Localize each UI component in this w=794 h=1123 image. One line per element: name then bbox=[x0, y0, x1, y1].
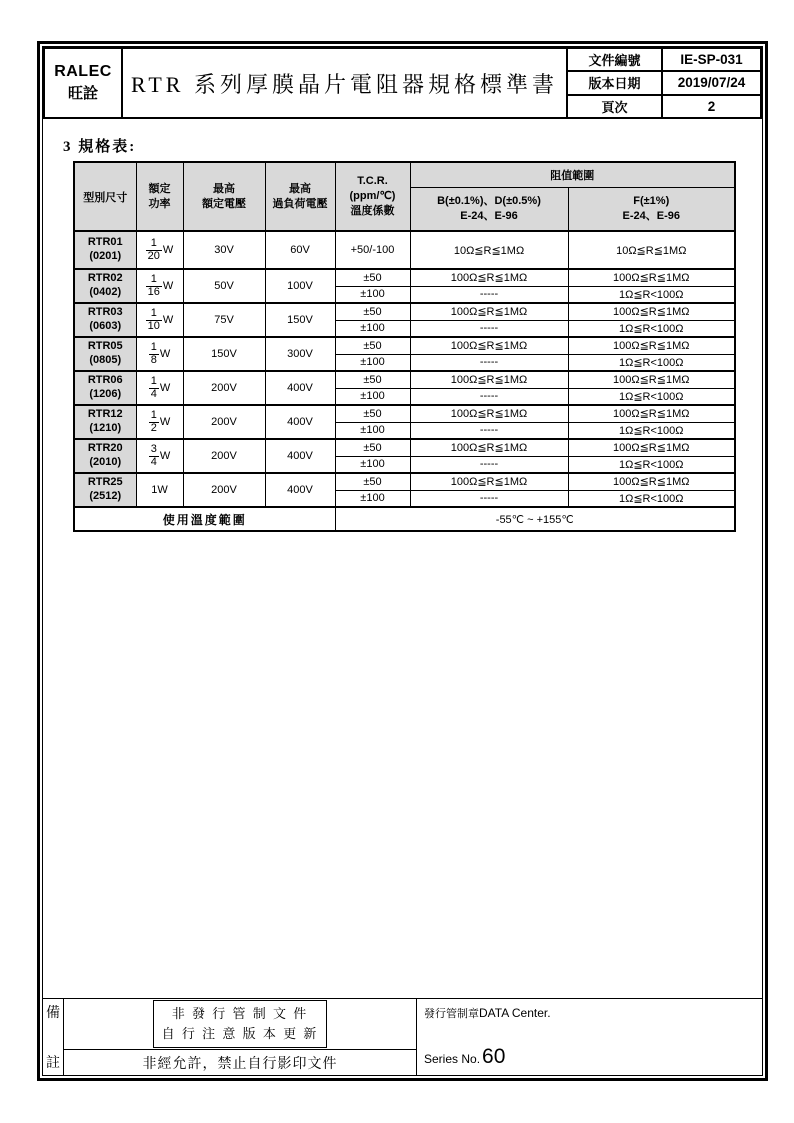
power-unit: W bbox=[159, 416, 171, 428]
model-cell bbox=[74, 269, 136, 303]
col-header-tcr-line3: 溫度係數 bbox=[350, 204, 395, 217]
col-header-range-bd-line1: B(±0.1%)、D(±0.5%) bbox=[437, 194, 541, 207]
rated-voltage-cell: 75V bbox=[183, 303, 265, 337]
power-cell bbox=[136, 303, 183, 337]
range-bd-cell: ----- bbox=[410, 422, 568, 439]
power-fraction bbox=[149, 376, 159, 400]
power-fraction bbox=[149, 410, 159, 434]
power-unit: W bbox=[159, 348, 171, 360]
power-numerator: 1 bbox=[146, 274, 162, 287]
tcr-cell: ±100 bbox=[335, 388, 410, 405]
power-cell bbox=[136, 439, 183, 473]
tcr-cell: ±50 bbox=[335, 371, 410, 388]
table-row-rtr05 bbox=[74, 337, 735, 354]
model-cell bbox=[74, 439, 136, 473]
doc-title: RTR 系列厚膜晶片電阻器規格標準書 bbox=[122, 48, 567, 118]
tcr-cell: ±50 bbox=[335, 269, 410, 286]
model-name: RTR02 bbox=[87, 272, 123, 285]
power-fraction bbox=[146, 274, 162, 298]
power-fraction bbox=[146, 238, 162, 262]
power-cell bbox=[136, 405, 183, 439]
range-bd-cell: 10Ω≦R≦1MΩ bbox=[410, 231, 568, 269]
power-denominator: 20 bbox=[147, 249, 160, 262]
tcr-cell: ±100 bbox=[335, 286, 410, 303]
series-number bbox=[424, 1045, 505, 1069]
tcr-cell: ±50 bbox=[335, 303, 410, 320]
table-row-rtr12 bbox=[74, 405, 735, 422]
company-name-cn: 旺詮 bbox=[67, 86, 98, 102]
model-size: (2512) bbox=[89, 490, 122, 502]
rated-voltage-cell: 150V bbox=[183, 337, 265, 371]
table-row-rtr25 bbox=[74, 473, 735, 490]
table-row-rtr01 bbox=[74, 231, 735, 269]
page-number-label: 頁次 bbox=[567, 95, 662, 118]
range-f-cell: 1Ω≦R<100Ω bbox=[568, 422, 735, 439]
tcr-cell: ±50 bbox=[335, 337, 410, 354]
rated-voltage-cell: 200V bbox=[183, 405, 265, 439]
notice-line1: 非 發 行 管 制 文 件 bbox=[171, 1005, 309, 1021]
model-cell bbox=[74, 303, 136, 337]
range-f-cell: 1Ω≦R<100Ω bbox=[568, 490, 735, 507]
col-header-rated-voltage-line1: 最高 bbox=[213, 182, 235, 195]
overload-voltage-cell: 150V bbox=[265, 303, 335, 337]
tcr-cell: ±50 bbox=[335, 473, 410, 490]
col-header-overload-voltage-line1: 最高 bbox=[289, 182, 311, 195]
power-fraction bbox=[149, 342, 159, 366]
col-header-range-f-line2: E-24、E-96 bbox=[622, 209, 680, 222]
rated-voltage-cell: 200V bbox=[183, 439, 265, 473]
range-bd-cell: 100Ω≦R≦1MΩ bbox=[410, 371, 568, 388]
range-bd-cell: ----- bbox=[410, 320, 568, 337]
model-size: (0805) bbox=[89, 354, 122, 366]
overload-voltage-cell: 100V bbox=[265, 269, 335, 303]
model-size: (1206) bbox=[89, 388, 122, 400]
range-f-cell: 100Ω≦R≦1MΩ bbox=[568, 439, 735, 456]
model-name: RTR12 bbox=[87, 408, 123, 421]
model-cell bbox=[74, 405, 136, 439]
power-unit: W bbox=[162, 280, 174, 292]
model-cell bbox=[74, 337, 136, 371]
power-numerator: 1 bbox=[146, 238, 162, 251]
power-unit: W bbox=[159, 450, 171, 462]
tcr-cell: ±100 bbox=[335, 422, 410, 439]
remarks-side-column bbox=[43, 999, 64, 1075]
power-unit: W bbox=[162, 314, 174, 326]
model-size: (2010) bbox=[89, 456, 122, 468]
power-unit: W bbox=[159, 382, 171, 394]
power-fraction bbox=[149, 444, 159, 468]
col-header-power-line2: 功率 bbox=[148, 197, 171, 210]
overload-voltage-cell: 400V bbox=[265, 473, 335, 507]
tcr-cell: ±50 bbox=[335, 439, 410, 456]
range-bd-cell: ----- bbox=[410, 490, 568, 507]
page-inner-frame bbox=[42, 46, 763, 1076]
power-cell bbox=[136, 473, 183, 507]
range-f-cell: 100Ω≦R≦1MΩ bbox=[568, 405, 735, 422]
power-fraction bbox=[146, 308, 162, 332]
temperature-range-value: -55℃ ~ +155℃ bbox=[335, 507, 735, 531]
copy-prohibition-notice: 非經允許，禁止自行影印文件 bbox=[64, 1049, 416, 1075]
remarks-label-bottom: 註 bbox=[46, 1056, 60, 1071]
range-bd-cell: 100Ω≦R≦1MΩ bbox=[410, 473, 568, 490]
range-f-cell: 1Ω≦R<100Ω bbox=[568, 456, 735, 473]
tcr-cell: ±100 bbox=[335, 320, 410, 337]
model-name: RTR03 bbox=[87, 306, 123, 319]
col-header-resistance-range: 阻值範圍 bbox=[410, 162, 735, 187]
power-denominator: 10 bbox=[147, 319, 160, 332]
range-bd-cell: 100Ω≦R≦1MΩ bbox=[410, 439, 568, 456]
col-header-power-line1: 額定 bbox=[148, 182, 171, 195]
rated-voltage-cell: 200V bbox=[183, 371, 265, 405]
range-f-cell: 1Ω≦R<100Ω bbox=[568, 320, 735, 337]
col-header-tcr-line2: (ppm/℃) bbox=[349, 190, 396, 203]
power-cell bbox=[136, 337, 183, 371]
power-numerator: 3 bbox=[150, 442, 157, 455]
power-numerator: 1 bbox=[150, 408, 157, 421]
series-number-value: 60 bbox=[482, 1045, 506, 1068]
power-cell bbox=[136, 371, 183, 405]
range-f-cell: 1Ω≦R<100Ω bbox=[568, 354, 735, 371]
model-name: RTR25 bbox=[87, 476, 123, 489]
temperature-row bbox=[74, 507, 735, 531]
section-title: 3 規格表: bbox=[63, 139, 137, 155]
overload-voltage-cell: 60V bbox=[265, 231, 335, 269]
stamp-label: 發行管制章 bbox=[424, 1008, 479, 1020]
power-value: 1W bbox=[151, 484, 168, 496]
uncontrolled-copy-notice-box bbox=[153, 1000, 328, 1048]
range-bd-cell: 100Ω≦R≦1MΩ bbox=[410, 303, 568, 320]
remarks-label-top: 備 bbox=[46, 1006, 60, 1021]
model-cell bbox=[74, 371, 136, 405]
power-numerator: 1 bbox=[150, 340, 157, 353]
table-row-rtr06 bbox=[74, 371, 735, 388]
power-denominator: 8 bbox=[150, 353, 157, 366]
col-header-rated-voltage bbox=[183, 162, 265, 231]
range-bd-cell: ----- bbox=[410, 456, 568, 473]
model-name: RTR20 bbox=[87, 442, 123, 455]
range-f-cell: 1Ω≦R<100Ω bbox=[568, 286, 735, 303]
power-numerator: 1 bbox=[146, 308, 162, 321]
power-cell bbox=[136, 269, 183, 303]
page-number-value: 2 bbox=[662, 95, 761, 118]
version-date-value: 2019/07/24 bbox=[662, 71, 761, 94]
model-cell bbox=[74, 473, 136, 507]
doc-number-label: 文件編號 bbox=[567, 48, 662, 71]
model-name: RTR01 bbox=[87, 236, 123, 249]
notice-row bbox=[64, 999, 416, 1049]
col-header-overload-voltage-line2: 過負荷電壓 bbox=[272, 197, 328, 210]
rated-voltage-cell: 200V bbox=[183, 473, 265, 507]
range-bd-cell: 100Ω≦R≦1MΩ bbox=[410, 405, 568, 422]
col-header-tcr-line1: T.C.R. bbox=[357, 175, 388, 188]
model-size: (0603) bbox=[89, 320, 122, 332]
power-denominator: 4 bbox=[150, 455, 157, 468]
table-row-rtr02 bbox=[74, 269, 735, 286]
tcr-cell: +50/-100 bbox=[335, 231, 410, 269]
doc-number-value: IE-SP-031 bbox=[662, 48, 761, 71]
overload-voltage-cell: 400V bbox=[265, 371, 335, 405]
power-denominator: 16 bbox=[147, 285, 160, 298]
table-row-rtr03 bbox=[74, 303, 735, 320]
range-f-cell: 10Ω≦R≦1MΩ bbox=[568, 231, 735, 269]
model-size: (0402) bbox=[89, 286, 122, 298]
range-bd-cell: ----- bbox=[410, 388, 568, 405]
range-bd-cell: ----- bbox=[410, 286, 568, 303]
power-unit: W bbox=[162, 244, 174, 256]
col-header-rated-voltage-line2: 額定電壓 bbox=[202, 197, 246, 210]
doc-header bbox=[43, 47, 762, 119]
model-name: RTR06 bbox=[87, 374, 123, 387]
spec-table bbox=[73, 161, 736, 532]
model-name: RTR05 bbox=[87, 340, 123, 353]
col-header-range-bd-line2: E-24、E-96 bbox=[460, 209, 518, 222]
range-bd-cell: ----- bbox=[410, 354, 568, 371]
page-frame bbox=[37, 41, 768, 1081]
footer-remarks bbox=[43, 998, 762, 1075]
remarks-main-column bbox=[64, 999, 416, 1075]
notice-line2: 自 行 注 意 版 本 更 新 bbox=[161, 1026, 319, 1041]
col-header-overload-voltage bbox=[265, 162, 335, 231]
temperature-range-label: 使用溫度範圍 bbox=[74, 507, 335, 531]
tcr-cell: ±50 bbox=[335, 405, 410, 422]
issue-control-stamp bbox=[424, 1004, 551, 1022]
version-date-label: 版本日期 bbox=[567, 71, 662, 94]
overload-voltage-cell: 300V bbox=[265, 337, 335, 371]
range-f-cell: 100Ω≦R≦1MΩ bbox=[568, 337, 735, 354]
power-cell bbox=[136, 231, 183, 269]
range-f-cell: 100Ω≦R≦1MΩ bbox=[568, 303, 735, 320]
col-header-tcr bbox=[335, 162, 410, 231]
col-header-range-f bbox=[568, 187, 735, 231]
model-size: (0201) bbox=[89, 250, 122, 262]
table-row-rtr20 bbox=[74, 439, 735, 456]
col-header-model: 型別尺寸 bbox=[74, 162, 136, 231]
range-f-cell: 1Ω≦R<100Ω bbox=[568, 388, 735, 405]
tcr-cell: ±100 bbox=[335, 490, 410, 507]
range-f-cell: 100Ω≦R≦1MΩ bbox=[568, 269, 735, 286]
overload-voltage-cell: 400V bbox=[265, 405, 335, 439]
col-header-range-f-line1: F(±1%) bbox=[633, 194, 670, 207]
overload-voltage-cell: 400V bbox=[265, 439, 335, 473]
series-number-label: Series No. bbox=[424, 1052, 481, 1066]
model-cell bbox=[74, 231, 136, 269]
stamp-value: DATA Center. bbox=[479, 1006, 551, 1020]
tcr-cell: ±100 bbox=[335, 354, 410, 371]
range-bd-cell: 100Ω≦R≦1MΩ bbox=[410, 269, 568, 286]
power-denominator: 2 bbox=[150, 421, 157, 434]
range-f-cell: 100Ω≦R≦1MΩ bbox=[568, 371, 735, 388]
rated-voltage-cell: 50V bbox=[183, 269, 265, 303]
model-size: (1210) bbox=[89, 422, 122, 434]
col-header-range-bd bbox=[410, 187, 568, 231]
range-f-cell: 100Ω≦R≦1MΩ bbox=[568, 473, 735, 490]
power-denominator: 4 bbox=[150, 387, 157, 400]
range-bd-cell: 100Ω≦R≦1MΩ bbox=[410, 337, 568, 354]
tcr-cell: ±100 bbox=[335, 456, 410, 473]
company-logo bbox=[44, 48, 122, 118]
power-numerator: 1 bbox=[150, 374, 157, 387]
company-name-en: RALEC bbox=[54, 63, 112, 80]
col-header-power bbox=[136, 162, 183, 231]
rated-voltage-cell: 30V bbox=[183, 231, 265, 269]
stamp-column bbox=[416, 999, 762, 1075]
